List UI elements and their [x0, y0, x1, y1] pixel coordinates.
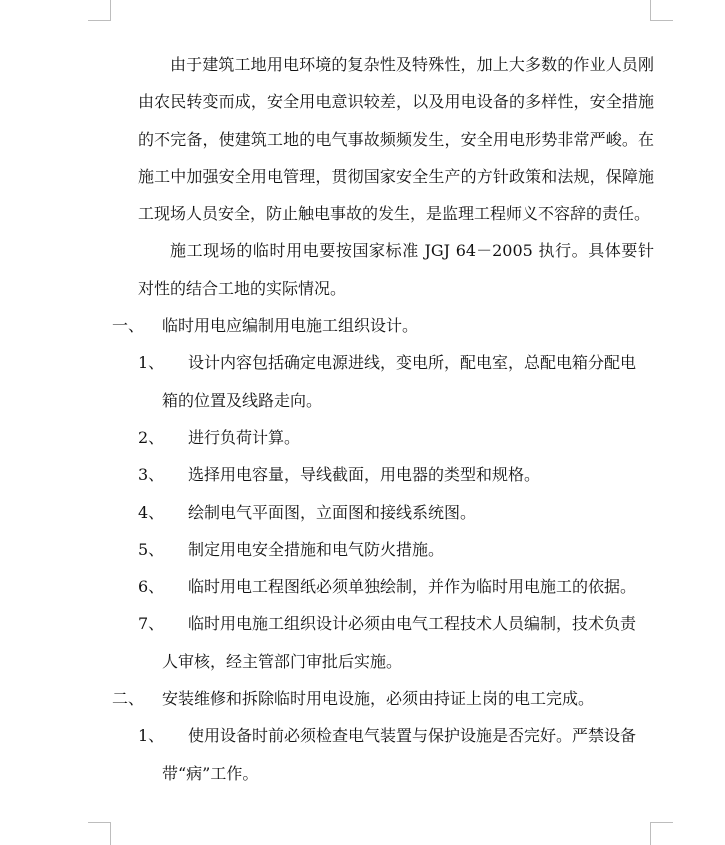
page-corner-mark-top-left: [88, 0, 111, 21]
item-number: 3、: [138, 465, 165, 485]
intro-paragraph-1: 由于建筑工地用电环境的复杂性及特殊性，加上大多数的作业人员刚由农民转变而成，安全用电意识较差，以及用电设备的多样性，安全措施的不完备，使建筑工地的电气事故频频发生，安全用电形势非常严峻。在施工中加强安全用电管理，贯彻国家安全生产的方针政策和法规，保障施工现场人员安全，防止触电事故的发生，是监理工程师义不容辞的责任。: [138, 55, 654, 224]
page-corner-mark-bottom-left: [88, 822, 111, 845]
section-number: 一、: [112, 316, 145, 336]
list-item: [112, 605, 654, 680]
item-text-line-1: 设计内容包括确定电源进线，变电所，配电室，总配电箱分配电: [188, 353, 637, 373]
list-item: [112, 531, 654, 568]
list-item: [112, 568, 654, 605]
section-number: 二、: [112, 689, 145, 709]
section-1-heading: [112, 307, 654, 344]
intro-paragraph-2: 施工现场的临时用电要按国家标准 JGJ 64－2005 执行。具体要针对性的结合工地的实际情况。: [138, 241, 654, 298]
list-item: [112, 344, 654, 419]
item-text: 临时用电工程图纸必须单独绘制，并作为临时用电施工的依据。: [188, 577, 637, 597]
section-title: 临时用电应编制用电施工组织设计。: [162, 316, 419, 336]
item-text-line-1: 使用设备时前必须检查电气装置与保护设施是否完好。严禁设备: [188, 726, 637, 746]
item-text: 选择用电容量，导线截面，用电器的类型和规格。: [188, 465, 541, 485]
section-title: 安装维修和拆除临时用电设施，必须由持证上岗的电工完成。: [162, 689, 595, 709]
list-item: [112, 494, 654, 531]
item-text: [162, 344, 654, 419]
item-text: 进行负荷计算。: [188, 427, 301, 447]
item-number: 6、: [138, 577, 165, 597]
item-number: 1、: [138, 353, 165, 373]
item-text: 制定用电安全措施和电气防火措施。: [188, 539, 445, 559]
item-text: 绘制电气平面图，立面图和接线系统图。: [188, 502, 477, 522]
item-text-line-2: 带“病”工作。: [162, 763, 259, 783]
section-2-heading: [112, 680, 654, 717]
item-text-line-2: 箱的位置及线路走向。: [162, 390, 323, 410]
list-item: [112, 717, 654, 792]
item-number: 5、: [138, 539, 165, 559]
item-number: 1、: [138, 726, 165, 746]
document-body: [112, 46, 654, 792]
list-item: [112, 419, 654, 456]
page-corner-mark-top-right: [650, 0, 673, 21]
list-item: [112, 456, 654, 493]
item-text-line-2: 人审核，经主管部门审批后实施。: [162, 651, 403, 671]
item-number: 7、: [138, 614, 165, 634]
item-text: [162, 717, 654, 792]
item-number: 4、: [138, 502, 165, 522]
item-text-line-1: 临时用电施工组织设计必须由电气工程技术人员编制，技术负责: [188, 614, 637, 634]
item-text: [162, 605, 654, 680]
item-number: 2、: [138, 427, 165, 447]
page-corner-mark-bottom-right: [650, 822, 673, 845]
